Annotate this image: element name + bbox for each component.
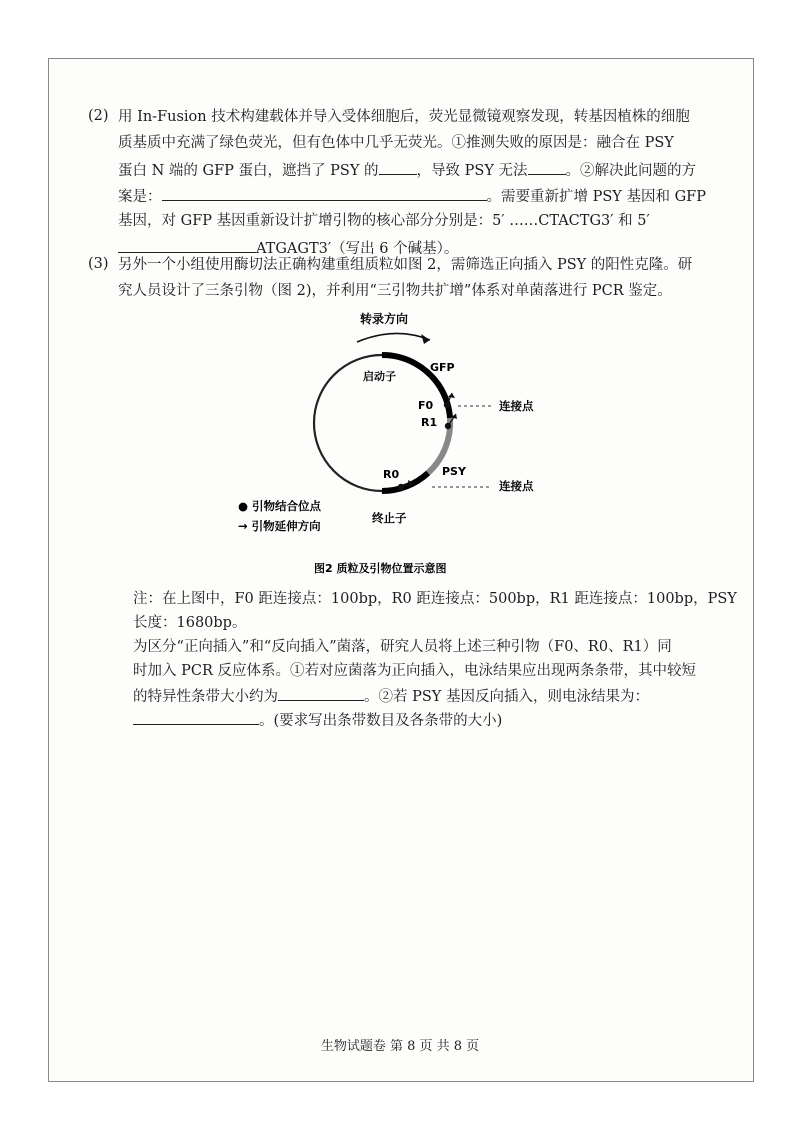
r1-label: R1 (421, 416, 438, 429)
gfp-label: GFP (430, 361, 455, 374)
terminator-label: 终止子 (372, 511, 407, 525)
legend-extension-direction: → 引物延伸方向 (238, 519, 321, 533)
figure-caption: 图2 质粒及引物位置示意图 (314, 562, 447, 575)
q2-line-6: ATGAGT3′（写出 6 个碱基）。 (118, 238, 458, 259)
q2-line-2: 质基质中充满了绿色荧光，但有色体中几乎无荧光。①推测失败的原因是：融合在 PSY (118, 135, 674, 151)
question-3-number: (3) (88, 256, 109, 272)
note-line-1: 注：在上图中，F0 距连接点：100bp，R0 距连接点：500bp，R1 距连接点：100bp，PSY (133, 591, 737, 607)
q2-line-4: 案是： 。需要重新扩增 PSY 基因和 GFP (118, 186, 706, 207)
f0-label: F0 (418, 399, 434, 412)
transcription-label: 转录方向 (360, 312, 409, 326)
q2-line-1: 用 In-Fusion 技术构建载体并导入受体细胞后，荧光显微镜观察发现，转基因植株的细胞 (118, 109, 690, 125)
f0-extension-arrow (448, 393, 455, 398)
answer-blank-5[interactable] (278, 686, 364, 701)
psy-label: PSY (442, 465, 466, 478)
junction-label-1: 连接点 (499, 399, 534, 413)
promoter-label: 启动子 (363, 370, 396, 383)
transcription-arrow-curve (357, 333, 430, 342)
q2-line-5: 基因，对 GFP 基因重新设计扩增引物的核心部分分别是：5′ ……CTACTG3′ 和 5′ (118, 213, 650, 229)
q3-line-1: 另外一个小组使用酶切法正确构建重组质粒如图 2，需筛选正向插入 PSY 的阳性克隆。研 (118, 257, 693, 273)
note-line-4: 时加入 PCR 反应体系。①若对应菌落为正向插入，电泳结果应出现两条条带，其中较短 (133, 663, 696, 679)
question-2-number: (2) (88, 108, 109, 124)
legend-binding-site: ● 引物结合位点 (238, 499, 322, 513)
junction-label-2: 连接点 (499, 479, 534, 493)
answer-blank-6[interactable] (133, 710, 259, 725)
note-line-3: 为区分“正向插入”和“反向插入”菌落，研究人员将上述三种引物（F0、R0、R1）同 (133, 639, 672, 655)
r0-label: R0 (383, 468, 400, 481)
q3-line-2: 究人员设计了三条引物（图 2)，并利用“三引物共扩增”体系对单菌落进行 PCR 鉴定。 (118, 283, 672, 299)
note-line-5: 的特异性条带大小约为 。②若 PSY 基因反向插入，则电泳结果为： (133, 686, 649, 707)
q2-line-3: 蛋白 N 端的 GFP 蛋白，遮挡了 PSY 的 ，导致 PSY 无法 。②解决此问题的方 (118, 160, 696, 181)
note-line-2: 长度：1680bp。 (133, 615, 247, 631)
note-line-6: 。(要求写出条带数目及各条带的大小) (133, 710, 502, 731)
page-footer: 生物试题卷 第 8 页 共 8 页 (320, 1039, 480, 1054)
